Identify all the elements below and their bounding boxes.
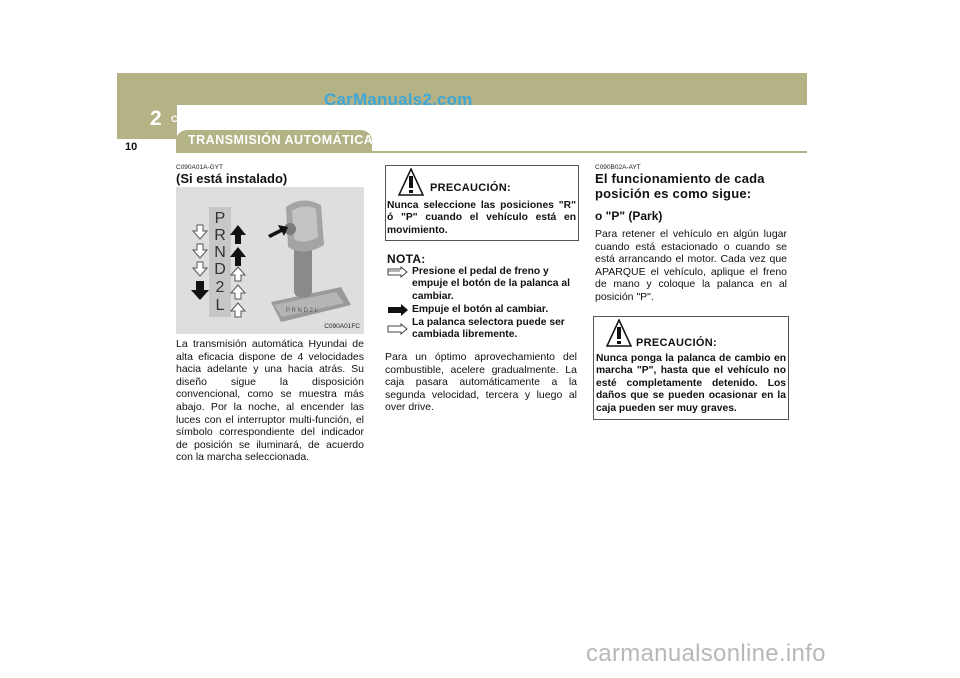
gear-shift-illustration bbox=[176, 187, 364, 334]
nota-item-3 bbox=[387, 317, 577, 343]
nota-item-2-text: Empuje el botón al cambiar. bbox=[412, 304, 549, 315]
solid-up-arrow-icon bbox=[230, 247, 246, 266]
column-1 bbox=[176, 164, 364, 186]
nota-item-1-text: Presione el pedal de freno y empuje el botón de la palanca al cambiar. bbox=[412, 266, 570, 302]
svg-text:P R N D 2 L: P R N D 2 L bbox=[286, 308, 318, 314]
outline-down-arrow-icon bbox=[193, 244, 207, 258]
section-code: C090A01A-GYT bbox=[176, 164, 223, 171]
section-code-2: C090B02A-AYT bbox=[595, 164, 641, 171]
gear-letter-p: P bbox=[214, 210, 226, 227]
caution-box-2 bbox=[593, 316, 789, 420]
chapter-number: 2 bbox=[150, 107, 162, 130]
header-band-left bbox=[117, 105, 177, 139]
warning-triangle-icon bbox=[398, 168, 424, 196]
figure-code: C090A01FC bbox=[324, 323, 360, 330]
column-3 bbox=[595, 164, 787, 304]
nota-title: NOTA: bbox=[387, 252, 426, 266]
page-number: 10 bbox=[125, 141, 138, 153]
park-subheading: o "P" (Park) bbox=[595, 209, 663, 223]
caution-text-2: Nunca ponga la palanca de cambio en marcha "P", hasta que el vehículo no esté completamente detenido. Los daños que se pueden ocasionar en la caja pueden ser muy graves. bbox=[596, 353, 786, 414]
caution-text-1: Nunca seleccione las posiciones "R" ó "P" cuando el vehículo está en movimiento. bbox=[387, 200, 576, 236]
column-2-body: Para un óptimo aprovechamiento del combustible, acelere gradualmente. La caja pasara automáticamente a la segunda velocidad, tercera y luego al over drive. bbox=[385, 351, 577, 414]
gear-letter-n: N bbox=[214, 244, 226, 261]
outline-up-arrow-icon bbox=[231, 267, 245, 281]
outline-up-arrow-icon bbox=[231, 303, 245, 317]
solid-up-arrow-icon bbox=[230, 225, 246, 244]
header-watermark[interactable]: CarManuals2.com bbox=[324, 90, 473, 109]
warning-triangle-icon bbox=[606, 319, 632, 347]
footer-watermark[interactable]: carmanualsonline.info bbox=[586, 640, 826, 667]
gear-letter-l: L bbox=[215, 297, 225, 314]
caution-title-1: PRECAUCIÓN: bbox=[430, 182, 511, 194]
nota-item-3-text: La palanca selectora puede ser cambiada libremente. bbox=[412, 317, 565, 341]
header-rule bbox=[176, 151, 807, 153]
caution-box-1 bbox=[385, 165, 579, 241]
caution-title-2: PRECAUCIÓN: bbox=[636, 337, 717, 349]
outline-right-arrow-icon bbox=[387, 323, 409, 335]
double-outline-arrow-icon bbox=[387, 266, 409, 278]
column-1-body: La transmisión automática Hyundai de alta eficacia dispone de 4 velocidades hacia adelante y una hacia atrás. Su diseño sigue la disposición convencional, como se muestra más abajo. Por la noche, al encender las luces con el interruptor multi-función, el símbolo correspondiente del indicador de posición se iluminará, de acuerdo con la marcha seleccionada. bbox=[176, 338, 364, 464]
outline-up-arrow-icon bbox=[231, 285, 245, 299]
shift-lever-figure bbox=[176, 187, 364, 334]
solid-right-arrow-icon bbox=[387, 304, 409, 316]
solid-down-arrow-icon bbox=[191, 281, 209, 300]
column-1-heading: (Si está instalado) bbox=[176, 171, 288, 186]
gear-letter-2: 2 bbox=[215, 279, 225, 296]
column-3-heading: El funcionamiento de cada posición es como sigue: bbox=[595, 171, 765, 201]
push-arrow-icon bbox=[268, 225, 288, 238]
section-title: TRANSMISIÓN AUTOMÁTICA bbox=[188, 133, 374, 147]
gear-letter-r: R bbox=[214, 227, 226, 244]
chapter-title: CONDUCIENDO SU HYUNDAI bbox=[171, 114, 302, 124]
outline-down-arrow-icon bbox=[193, 262, 207, 276]
gear-letter-d: D bbox=[214, 261, 226, 278]
column-3-body: Para retener el vehículo en algún lugar cuando está estacionado o cuando se está arrancando el motor. Cada vez que APARQUE el vehículo, aplique el freno de mano y coloque la palanca en al posición "P". bbox=[595, 228, 787, 303]
nota-item-1 bbox=[387, 266, 577, 304]
outline-down-arrow-icon bbox=[193, 225, 207, 239]
nota-item-2 bbox=[387, 304, 577, 318]
